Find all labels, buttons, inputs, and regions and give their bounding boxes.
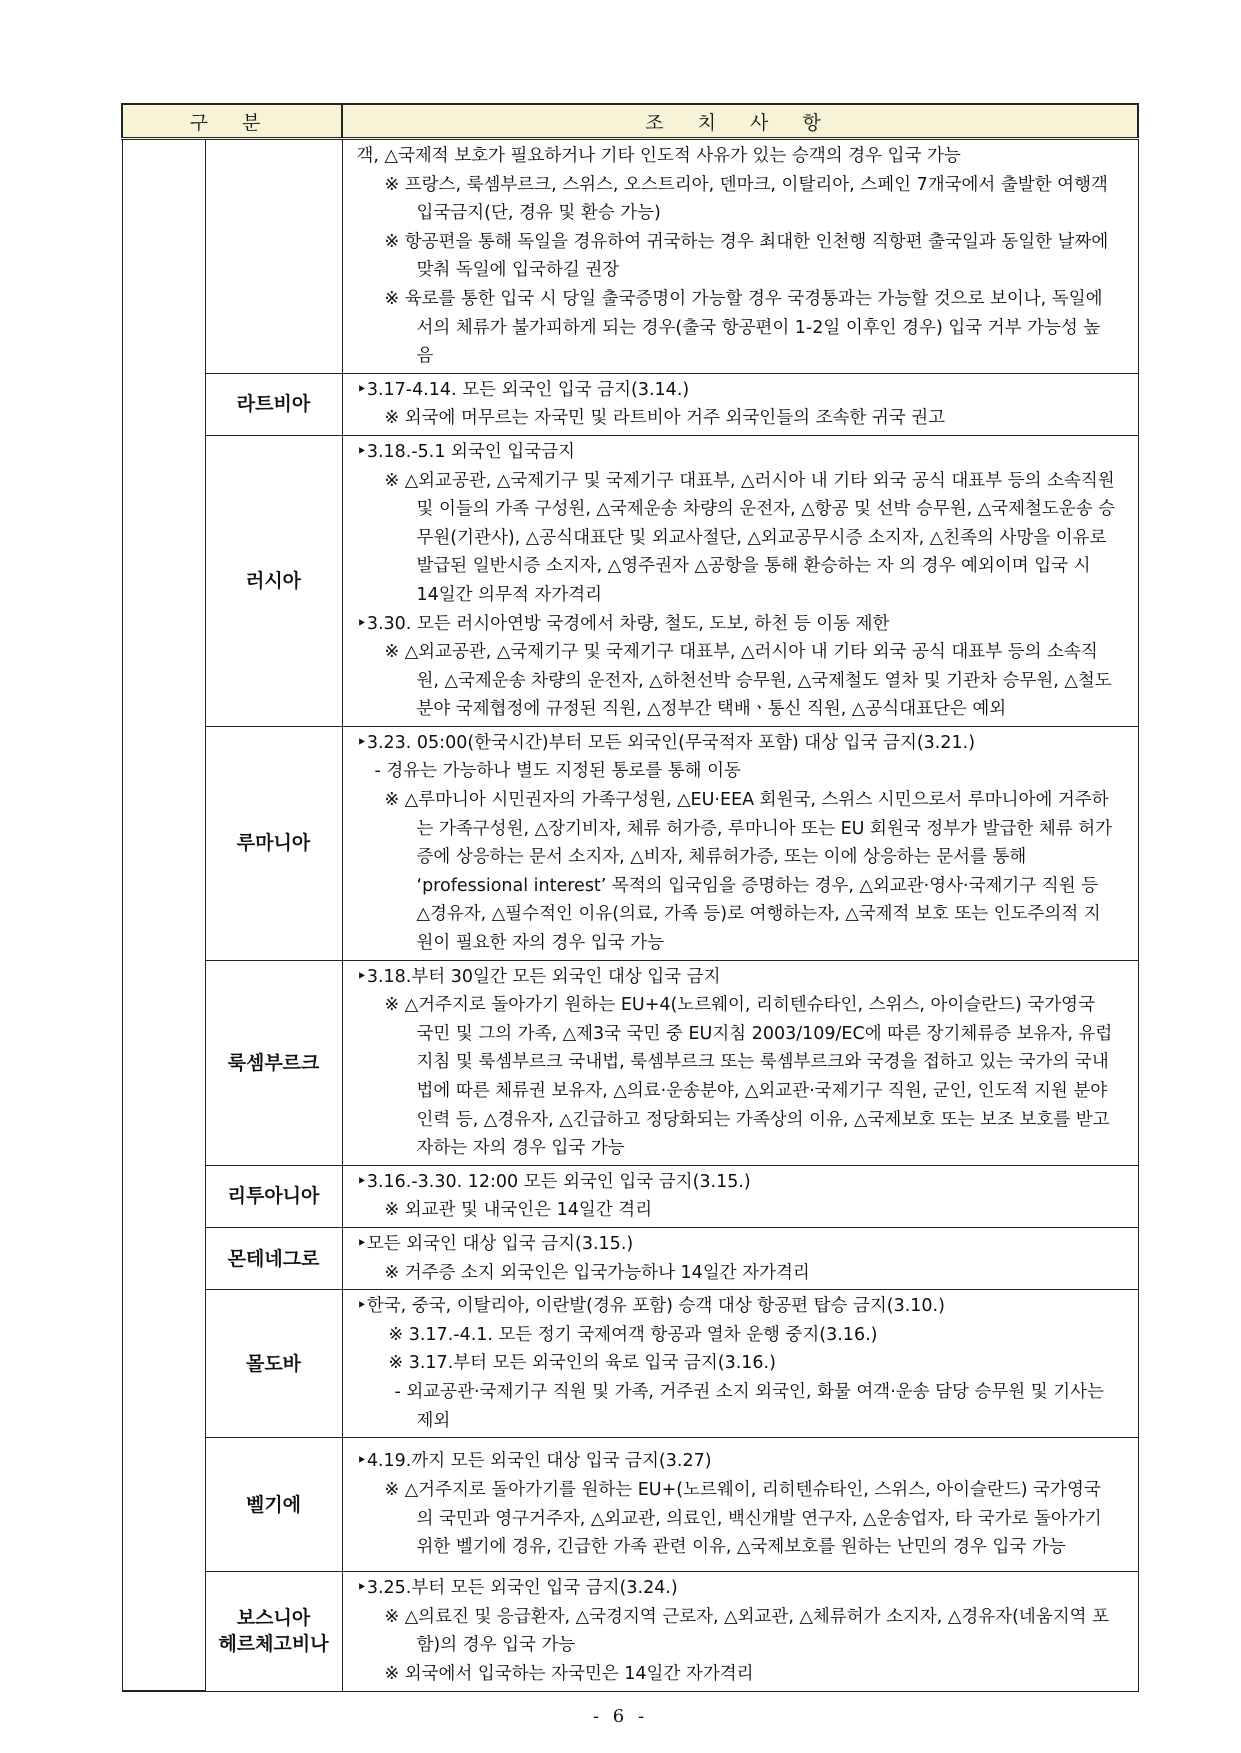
measures-cell — [342, 726, 1138, 960]
country-cell — [205, 960, 342, 1165]
measure-note: ※ △외교공관, △국제기구 및 국제기구 대표부, △러시아 내 기타 외국 공식 대표부 등의 소속직원 및 이들의 가족 구성원, △국제운송 차량의 운전자, △항공 및 선박 승무원, △국제철도운송 승무원(기관사), △공식대표단 및 외교사절단, △외교공무시증 소지자, △친족의 사망을 이유로 발급된 일반시증 소지자, △영주권자 △공항을 통해 환승하는 자 의 경우 예외이며 입국 시 14일간 의무적 자가격리 — [384, 470, 1116, 605]
table-row — [122, 1438, 1138, 1572]
measure-item: ‣3.30. 모든 러시아연방 국경에서 차량, 철도, 도보, 하천 등 이동 제한 — [356, 613, 890, 634]
measure-note: ※ 3.17.-4.1. 모든 정기 국제여객 항공과 열차 운행 중지(3.16.) — [388, 1324, 878, 1345]
measures-cell — [342, 373, 1138, 435]
measures-cell — [342, 1227, 1138, 1289]
measure-note: 객, △국제적 보호가 필요하거나 기타 인도적 사유가 있는 승객의 경우 입국 가능 — [356, 146, 961, 166]
measures-cell — [342, 1572, 1138, 1691]
country-name: 룩셈부르크 — [227, 1051, 320, 1074]
country-cell — [205, 1290, 342, 1438]
measure-subitem: - 외교공관·국제기구 직원 및 가족, 거주권 소지 외국인, 화물 여객·운송 담당 승무원 및 기사는 제외 — [394, 1381, 1104, 1431]
country-name: 몰도바 — [245, 1352, 302, 1375]
table-row — [122, 435, 1138, 726]
country-cell — [205, 435, 342, 726]
measure-item: ‣3.18.-5.1 외국인 입국금지 — [356, 441, 575, 462]
measures-cell — [342, 1165, 1138, 1227]
table-header-row — [122, 104, 1138, 139]
measure-item: ‣3.17-4.14. 모든 외국인 입국 금지(3.14.) — [356, 379, 690, 400]
table-row — [122, 1165, 1138, 1227]
country-cell — [205, 1227, 342, 1289]
country-cell — [205, 1165, 342, 1227]
measures-cell — [342, 1290, 1138, 1438]
table-row — [122, 373, 1138, 435]
table-row — [122, 1227, 1138, 1289]
measures-table — [121, 103, 1139, 1692]
header-category: 구 분 — [122, 104, 342, 139]
country-cell — [205, 1438, 342, 1572]
measure-item: ‣3.23. 05:00(한국시간)부터 모든 외국인(무국적자 포함) 대상 입국 금지(3.21.) — [356, 732, 976, 753]
measure-note: ※ 육로를 통한 입국 시 당일 출국증명이 가능할 경우 국경통과는 가능할 것으로 보이나, 독일에서의 체류가 불가피하게 되는 경우(출국 항공편이 1-2일 이후인 경우) 입국 거부 가능성 높음 — [384, 288, 1103, 367]
country-name: 러시아 — [245, 569, 302, 592]
country-name: 보스니아 — [236, 1607, 311, 1630]
measure-note: ※ 프랑스, 룩셈부르크, 스위스, 오스트리아, 덴마크, 이탈리아, 스페인 7개국에서 출발한 여행객 입국금지(단, 경유 및 환승 가능) — [384, 174, 1108, 224]
measure-note: ※ △거주지로 돌아가기 원하는 EU+4(노르웨이, 리히텐슈타인, 스위스, 아이슬란드) 국가영국 국민 및 그의 가족, △제3국 국민 중 EU지침 2003/109/EC에 따른 장기체류증 보유자, 유럽 지침 및 룩셈부르크 국내법, 룩셈부르크 또는 룩셈부르크와 국경을 접하고 있는 국가의 국내법에 따른 체류권 보유자, △의료·운송분야, △외교관·국제기구 직원, 군인, 인도적 지원 분야 인력 등, △경유자, △긴급하고 정당화되는 가족상의 이유, △국제보호 또는 보조 보호를 받고자하는 자의 경우 입국 가능 — [384, 995, 1113, 1159]
page-number: - 6 - — [592, 1706, 649, 1727]
measure-note: ※ △거주지로 돌아가기를 원하는 EU+(노르웨이, 리히텐슈타인, 스위스, 아이슬란드) 국가영국의 국민과 영구거주자, △외교관, 의료인, 백신개발 연구자, △운송업자, 타 국가로 돌아가기 위한 벨기에 경유, 긴급한 가족 관련 이유, △국제보호를 원하는 난민의 경우 입국 가능 — [384, 1480, 1102, 1558]
measure-subitem: - 경유는 가능하나 별도 지정된 통로를 통해 이동 — [374, 761, 741, 782]
measure-note: ※ △외교공관, △국제기구 및 국제기구 대표부, △러시아 내 기타 외국 공식 대표부 등의 소속직원, △국제운송 차량의 운전자, △하천선박 승무원, △국제철도 열차 및 기관차 승무원, △철도분야 국제협정에 규정된 직원, △정부간 택배ㆍ통신 직원, △공식대표단은 예외 — [384, 642, 1112, 720]
measures-cell — [342, 960, 1138, 1165]
table-row — [122, 960, 1138, 1165]
table-row — [122, 1572, 1138, 1691]
measure-item: ‣3.16.-3.30. 12:00 모든 외국인 입국 금지(3.15.) — [356, 1171, 751, 1192]
country-name: 헤르체고비나 — [218, 1633, 329, 1656]
measure-item: ‣3.25.부터 모든 외국인 입국 금지(3.24.) — [356, 1578, 678, 1599]
country-name: 몬테네그로 — [227, 1247, 320, 1270]
measure-item: ‣4.19.까지 모든 외국인 대상 입국 금지(3.27) — [356, 1451, 712, 1472]
measure-note: ※ 외국에 머무르는 자국민 및 라트비아 거주 외국인들의 조속한 귀국 권고 — [384, 408, 946, 429]
country-cell — [205, 1572, 342, 1691]
country-cell — [205, 139, 342, 374]
country-name: 리투아니아 — [227, 1185, 320, 1208]
country-name: 벨기에 — [245, 1493, 302, 1516]
measure-note: ※ 거주증 소지 외국인은 입국가능하나 14일간 자가격리 — [384, 1262, 810, 1283]
measures-cell — [342, 139, 1138, 374]
measures-cell — [342, 435, 1138, 726]
header-measures: 조 치 사 항 — [342, 104, 1138, 139]
table-row — [122, 139, 1138, 374]
country-cell — [205, 726, 342, 960]
region-cell — [122, 139, 205, 1692]
country-cell — [205, 373, 342, 435]
country-name: 라트비아 — [236, 393, 311, 416]
country-name: 루마니아 — [236, 832, 311, 855]
table-row — [122, 1290, 1138, 1438]
measure-item: ‣모든 외국인 대상 입국 금지(3.15.) — [356, 1233, 634, 1254]
measure-item: ‣3.18.부터 30일간 모든 외국인 대상 입국 금지 — [356, 966, 721, 987]
table-row — [122, 726, 1138, 960]
measures-cell — [342, 1438, 1138, 1572]
measure-note: ※ △의료진 및 응급환자, △국경지역 근로자, △외교관, △체류허가 소지자, △경유자(네움지역 포함)의 경우 입국 가능 — [384, 1606, 1110, 1656]
measure-note: ※ 3.17.부터 모든 외국인의 육로 입국 금지(3.16.) — [388, 1353, 776, 1374]
measure-note: ※ △루마니아 시민권자의 가족구성원, △EU·EEA 회원국, 스위스 시민으로서 루마니아에 거주하는 가족구성원, △장기비자, 체류 허가증, 루마니아 또는 EU 회원국 정부가 발급한 체류 허가증에 상응하는 문서 소지자, △비자, 체류허가증, 또는 이에 상응하는 문서를 통해 ‘professional interest’ 목적의 입국임을 증명하는 경우, △외교관·영사·국제기구 직원 등 △경유자, △필수적인 이유(의료, 가족 등)로 여행하는자, △국제적 보호 또는 인도주의적 지원이 필요한 자의 경우 입국 가능 — [384, 790, 1113, 954]
document-page — [121, 103, 1137, 1692]
measure-item: ‣한국, 중국, 이탈리아, 이란발(경유 포함) 승객 대상 항공편 탑승 금지(3.10.) — [356, 1296, 945, 1317]
measure-note: ※ 외교관 및 내국인은 14일간 격리 — [384, 1200, 653, 1221]
measure-note: ※ 외국에서 입국하는 자국민은 14일간 자가격리 — [384, 1663, 754, 1684]
measure-note: ※ 항공편을 통해 독일을 경유하여 귀국하는 경우 최대한 인천행 직항편 출국일과 동일한 날짜에 맞춰 독일에 입국하길 권장 — [384, 231, 1109, 281]
